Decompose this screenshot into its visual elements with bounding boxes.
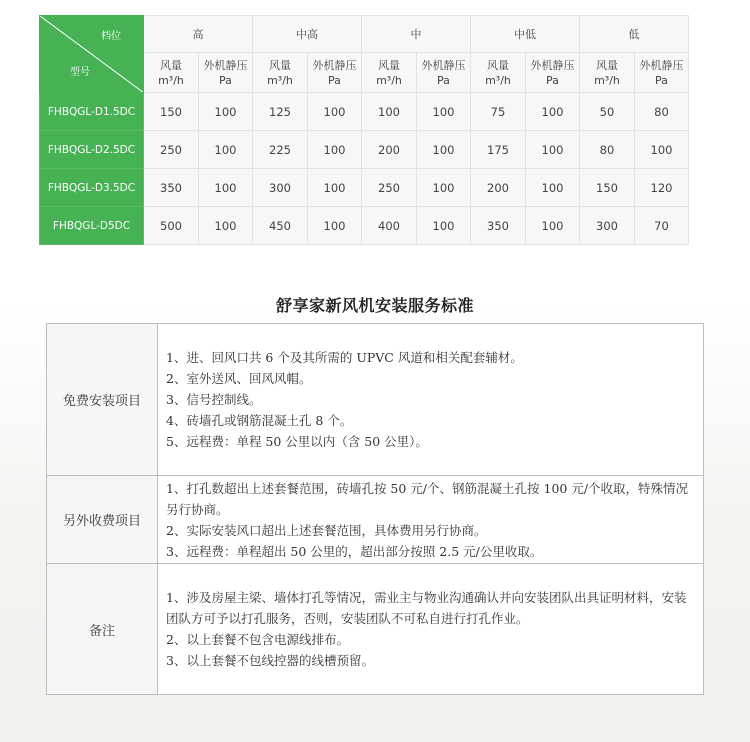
table-row (40, 207, 689, 245)
table-row (40, 169, 689, 207)
pressure-header-line: Pa (437, 73, 450, 87)
pressure-cell: 100 (417, 93, 471, 131)
airflow-cell: 175 (471, 131, 526, 169)
service-line: 2、实际安装风口超出上述套餐范围，具体费用另行协商。 (166, 522, 487, 538)
pressure-header (635, 53, 689, 93)
service-line: 1、进、回风口共 6 个及其所需的 UPVC 风道和相关配套辅材。 (166, 350, 523, 365)
pressure-header-line: 外机静压 (639, 58, 684, 72)
pressure-header-line: Pa (219, 73, 232, 87)
airflow-header (580, 53, 635, 93)
pressure-header (417, 53, 471, 93)
service-body (47, 324, 704, 695)
airflow-header-line: m³/h (158, 73, 184, 87)
pressure-header (526, 53, 580, 93)
airflow-cell: 150 (144, 93, 199, 131)
pressure-cell: 100 (526, 169, 580, 207)
pressure-cell: 100 (199, 169, 253, 207)
pressure-header-line: 外机静压 (203, 58, 248, 72)
airflow-header (362, 53, 417, 93)
pressure-cell: 100 (308, 93, 362, 131)
level-header: 中高 (253, 16, 362, 53)
airflow-cell: 300 (580, 207, 635, 245)
table-row (40, 93, 689, 131)
pressure-header-line: Pa (655, 73, 668, 87)
model-cell: FHBQGL-D2.5DC (40, 131, 144, 169)
category-cell: 备注 (47, 564, 158, 695)
model-cell: FHBQGL-D5DC (40, 207, 144, 245)
airflow-cell: 200 (471, 169, 526, 207)
airflow-cell: 300 (253, 169, 308, 207)
airflow-header-line: 风量 (596, 58, 618, 72)
table-row (40, 131, 689, 169)
model-level-header (40, 16, 144, 93)
level-header: 低 (580, 16, 689, 53)
level-header: 中 (362, 16, 471, 53)
airflow-cell: 450 (253, 207, 308, 245)
pressure-header-line: Pa (546, 73, 559, 87)
model-label: 型号 (70, 67, 90, 78)
spec-body (40, 93, 689, 245)
airflow-cell: 100 (362, 93, 417, 131)
airflow-header-line: m³/h (267, 73, 293, 87)
airflow-cell: 50 (580, 93, 635, 131)
pressure-cell: 100 (635, 131, 689, 169)
pressure-cell: 100 (417, 207, 471, 245)
model-cell: FHBQGL-D3.5DC (40, 169, 144, 207)
category-cell: 免费安装项目 (47, 324, 158, 476)
pressure-cell: 70 (635, 207, 689, 245)
airflow-cell: 350 (471, 207, 526, 245)
airflow-cell: 150 (580, 169, 635, 207)
pressure-cell: 100 (417, 169, 471, 207)
pressure-header-line: 外机静压 (530, 58, 575, 72)
pressure-header-line: 外机静压 (312, 58, 357, 72)
airflow-cell: 350 (144, 169, 199, 207)
pressure-cell: 100 (526, 93, 580, 131)
airflow-header-line: 风量 (378, 58, 400, 72)
diagonal-divider (40, 16, 144, 93)
pressure-cell: 100 (526, 207, 580, 245)
pressure-cell: 100 (308, 169, 362, 207)
pressure-cell: 100 (199, 131, 253, 169)
service-row (47, 564, 704, 695)
airflow-header-line: m³/h (485, 73, 511, 87)
airflow-cell: 80 (580, 131, 635, 169)
airflow-header-line: m³/h (376, 73, 402, 87)
airflow-header (471, 53, 526, 93)
service-line: 5、远程费：单程 50 公里以内（含 50 公里）。 (166, 434, 428, 449)
model-cell: FHBQGL-D1.5DC (40, 93, 144, 131)
pressure-header (199, 53, 253, 93)
pressure-header-line: 外机静压 (421, 58, 466, 72)
pressure-cell: 100 (308, 131, 362, 169)
service-line: 3、信号控制线。 (166, 392, 262, 407)
pressure-header (308, 53, 362, 93)
airflow-header-line: 风量 (269, 58, 291, 72)
spec-table (39, 15, 689, 245)
pressure-cell: 100 (417, 131, 471, 169)
airflow-header (253, 53, 308, 93)
airflow-cell: 75 (471, 93, 526, 131)
category-cell: 另外收费项目 (47, 476, 158, 564)
airflow-header-line: m³/h (594, 73, 620, 87)
service-line: 1、打孔数超出上述套餐范围，砖墙孔按 50 元/个、钢筋混凝土孔按 100 元/个收取，特殊情况另行协商。 (166, 480, 689, 517)
service-line: 4、砖墙孔或钢筋混凝土孔 8 个。 (166, 413, 353, 428)
airflow-header-line: 风量 (160, 58, 182, 72)
service-line: 2、以上套餐不包含电源线排布。 (166, 632, 349, 647)
pressure-cell: 120 (635, 169, 689, 207)
service-row (47, 324, 704, 476)
content-cell (158, 564, 704, 695)
content-cell (158, 476, 704, 564)
pressure-cell: 100 (526, 131, 580, 169)
airflow-header-line: 风量 (487, 58, 509, 72)
airflow-header (144, 53, 199, 93)
level-label: 档位 (101, 31, 121, 42)
service-title: 舒享家新风机安装服务标准 (275, 296, 474, 315)
service-line: 3、远程费：单程超出 50 公里的，超出部分按照 2.5 元/公里收取。 (166, 543, 543, 559)
service-table (46, 323, 704, 695)
airflow-cell: 200 (362, 131, 417, 169)
airflow-cell: 250 (362, 169, 417, 207)
service-row (47, 476, 704, 564)
airflow-cell: 225 (253, 131, 308, 169)
pressure-header-line: Pa (328, 73, 341, 87)
service-line: 3、以上套餐不包线控器的线槽预留。 (166, 653, 374, 668)
level-header: 高 (144, 16, 253, 53)
content-cell (158, 324, 704, 476)
pressure-cell: 80 (635, 93, 689, 131)
pressure-cell: 100 (199, 207, 253, 245)
service-line: 1、涉及房屋主梁、墙体打孔等情况，需业主与物业沟通确认并向安装团队出具证明材料，安装团队方可予以打孔服务，否则，安装团队不可私自进行打孔作业。 (166, 590, 687, 626)
pressure-cell: 100 (199, 93, 253, 131)
pressure-cell: 100 (308, 207, 362, 245)
airflow-cell: 500 (144, 207, 199, 245)
airflow-cell: 400 (362, 207, 417, 245)
airflow-cell: 125 (253, 93, 308, 131)
airflow-cell: 250 (144, 131, 199, 169)
level-header: 中低 (471, 16, 580, 53)
service-line: 2、室外送风、回风风帽。 (166, 371, 312, 386)
